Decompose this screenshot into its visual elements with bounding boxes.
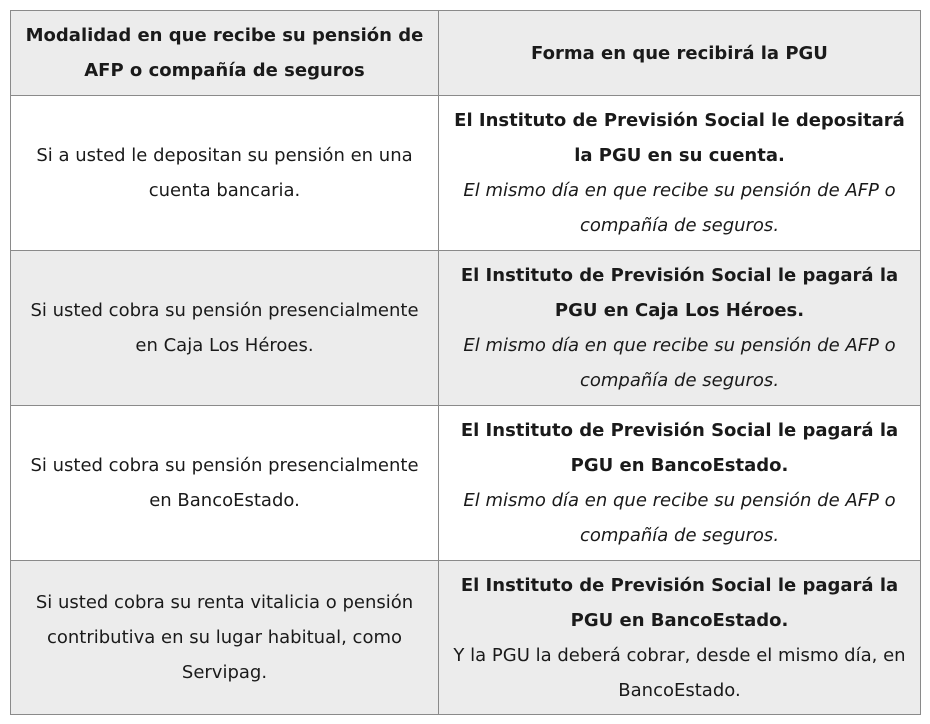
pgu-payment-table xyxy=(10,10,921,715)
table-header-row xyxy=(11,11,921,96)
header-form: Forma en que recibirá la PGU xyxy=(439,11,921,96)
header-modality: Modalidad en que recibe su pensión de AFP o compañía de seguros xyxy=(11,11,439,96)
form-cell xyxy=(439,561,921,715)
modality-cell: Si a usted le depositan su pensión en una cuenta bancaria. xyxy=(11,96,439,251)
form-note-text: El mismo día en que recibe su pensión de AFP o compañía de seguros. xyxy=(463,180,896,236)
modality-cell: Si usted cobra su pensión presencialmente en BancoEstado. xyxy=(11,406,439,561)
modality-cell: Si usted cobra su pensión presencialmente en Caja Los Héroes. xyxy=(11,251,439,406)
table-row xyxy=(11,251,921,406)
form-cell xyxy=(439,406,921,561)
form-note-text: Y la PGU la deberá cobrar, desde el mismo día, en BancoEstado. xyxy=(453,644,906,701)
form-note-text: El mismo día en que recibe su pensión de AFP o compañía de seguros. xyxy=(463,335,896,391)
pgu-table-container xyxy=(10,10,920,715)
table-row xyxy=(11,96,921,251)
table-row xyxy=(11,406,921,561)
modality-cell: Si usted cobra su renta vitalicia o pensión contributiva en su lugar habitual, como Servipag. xyxy=(11,561,439,715)
form-main-text: El Instituto de Previsión Social le depositará la PGU en su cuenta. xyxy=(454,110,905,166)
form-note-text: El mismo día en que recibe su pensión de AFP o compañía de seguros. xyxy=(463,490,896,546)
form-main-text: El Instituto de Previsión Social le pagará la PGU en BancoEstado. xyxy=(460,420,899,476)
form-main-text: El Instituto de Previsión Social le pagará la PGU en BancoEstado. xyxy=(460,574,899,631)
table-row xyxy=(11,561,921,715)
form-cell xyxy=(439,251,921,406)
form-cell xyxy=(439,96,921,251)
form-main-text: El Instituto de Previsión Social le pagará la PGU en Caja Los Héroes. xyxy=(460,265,899,321)
